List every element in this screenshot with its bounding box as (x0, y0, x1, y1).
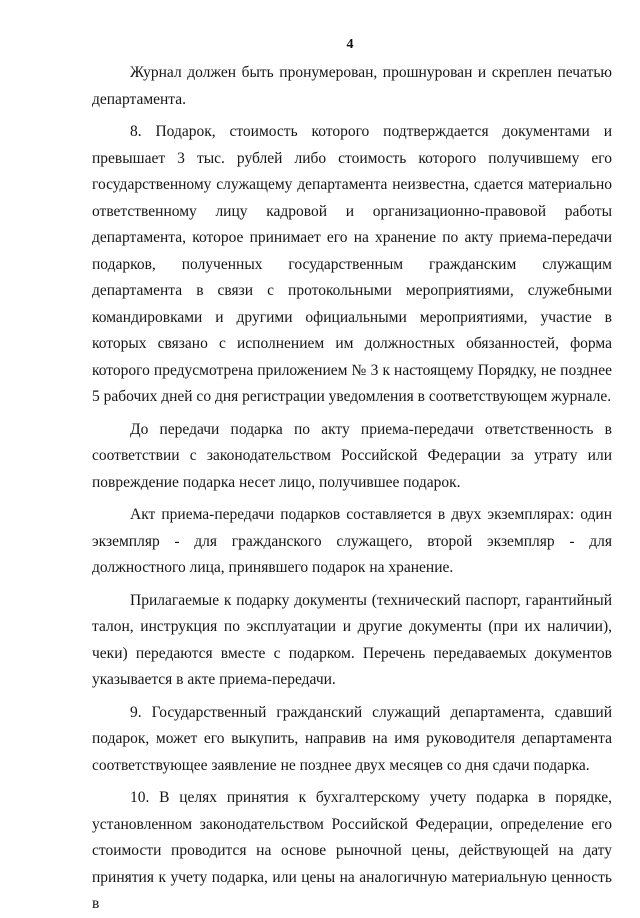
paragraph-journal-numbering: Журнал должен быть пронумерован, прошнурован и скреплен печатью департамента. (92, 64, 612, 108)
paragraph-attached-documents: Прилагаемые к подарку документы (технический паспорт, гарантийный талон, инструкция по эксплуатации и другие документы (при их наличии), чеки) передаются вместе с подарком. Перечень передаваемых документов указывается в акте приема-передачи. (92, 591, 612, 688)
paragraph-item-8: 8. Подарок, стоимость которого подтверждается документами и превышает 3 тыс. рублей либо стоимость которого получившему его государственному служащему департамента неизвестна, сдается материально ответственному лицу кадровой и организационно-правовой работы департамента, которое принимает его на хранение по акту приема-передачи подарков, полученных государственным гражданским служащим департамента в связи с протокольными мероприятиями, служебными командировками и другими официальными мероприятиями, участие в которых связано с исполнением им должностных обязанностей, форма которого предусмотрена приложением № 3 к настоящему Порядку, не позднее 5 рабочих дней со дня регистрации уведомления в соответствующем журнале. (92, 123, 612, 405)
paragraph-item-9: 9. Государственный гражданский служащий департамента, сдавший подарок, может его выкупить, направив на имя руководителя департамента соответствующее заявление не позднее двух месяцев со дня сдачи подарка. (92, 703, 612, 774)
paragraph-responsibility: До передачи подарка по акту приема-передачи ответственность в соответствии с законодательством Российской Федерации за утрату или повреждение подарка несет лицо, получившее подарок. (92, 420, 612, 491)
paragraph-act-copies: Акт приема-передачи подарков составляется в двух экземплярах: один экземпляр - для гражданского служащего, второй экземпляр - для должностного лица, принявшего подарок на хранение. (92, 506, 612, 576)
document-body (92, 60, 612, 918)
paragraph-item-10: 10. В целях принятия к бухгалтерскому учету подарка в порядке, установленном законодательством Российской Федерации, определение его стоимости проводится на основе рыночной цены, действующей на дату принятия к учету подарка, или цены на аналогичную материальную ценность в (92, 789, 612, 912)
page-number: 4 (346, 37, 354, 52)
